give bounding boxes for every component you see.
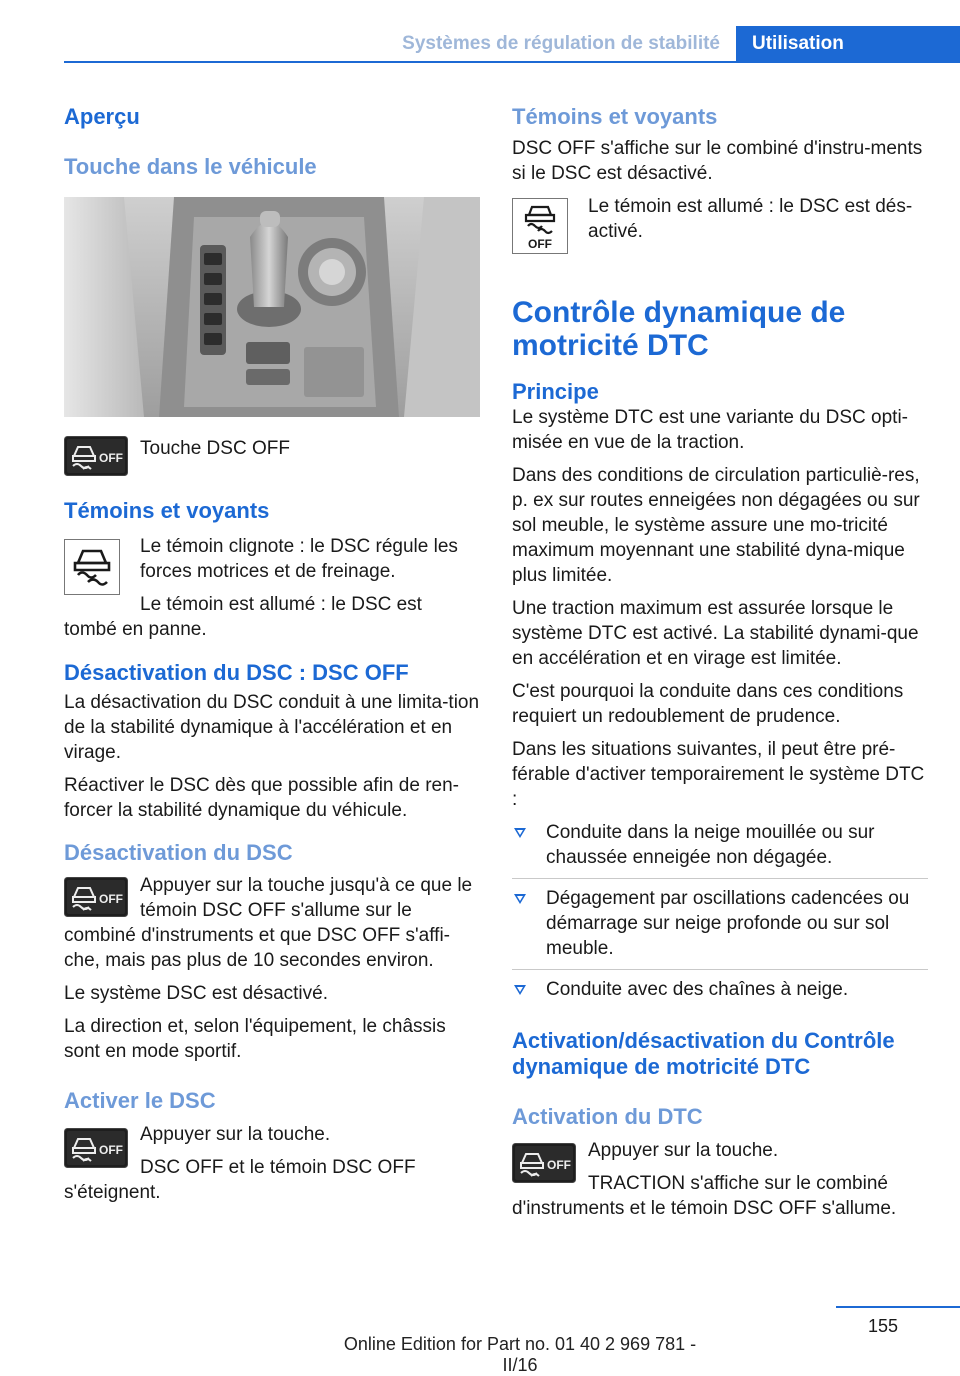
activer-text-a1: Appuyer sur la touche. [140,1124,331,1145]
heading-desactivation-dsc-off: Désactivation du DSC : DSC OFF [64,660,409,685]
list-item: Conduite dans la neige mouillée ou sur chaussée enneigée non dégagée. [512,820,928,879]
dsc-warning-lamp-icon [64,539,120,595]
svg-text:OFF: OFF [547,1158,571,1172]
activer-text-a2: DSC OFF et le témoin DSC OFF [140,1157,416,1178]
touche-dsc-off-label: Touche DSC OFF [140,438,290,459]
activation-dtc-text-b: d'instruments et le témoin DSC OFF s'allume. [512,1198,897,1219]
header-section-title: Systèmes de régulation de stabilité [402,33,720,54]
activation-dtc-text-a2: TRACTION s'affiche sur le combiné [588,1173,888,1194]
principe-p1: Le système DTC est une variante du DSC opti-misée en vue de la traction. [512,407,909,453]
temoins-left-p1: Le témoin clignote : le DSC régule les forces motrices et de freinage. [140,536,458,582]
temoins-left-p2b: tombé en panne. [64,619,207,640]
desact-p2: Réactiver le DSC dès que possible afin de ren-forcer la stabilité dynamique du véhicule. [64,775,459,821]
heading-activation-dtc: Activation du DTC [512,1104,703,1129]
heading-dtc: Contrôle dynamique de motricité DTC [512,296,846,362]
principe-p3: Une traction maximum est assurée lorsque le système DTC est activé. La stabilité dynami-que en accélération et en virage est limitée. [512,598,919,669]
header-tab-utilisation[interactable]: Utilisation [736,26,960,62]
activation-dtc-block [512,1138,928,1221]
header-rule [64,61,960,63]
desact-p1: La désactivation du DSC conduit à une limita-tion de la stabilité dynamique à l'accélération et en virage. [64,692,480,763]
situations-list [512,820,928,1010]
heading-desactivation-dsc: Désactivation du DSC [64,840,293,865]
desact-p4: La direction et, selon l'équipement, le châssis sont en mode sportif. [64,1016,446,1062]
dsc-off-key-icon [64,877,128,922]
temoins-right-p1: DSC OFF s'affiche sur le combiné d'instru-ments si le DSC est désactivé. [512,138,923,184]
activation-dtc-text-a1: Appuyer sur la touche. [588,1140,779,1161]
left-column [64,96,480,1213]
principe-p4: C'est pourquoi la conduite dans ces conditions requiert un redoublement de prudence. [512,681,904,727]
bullet-triangle-icon [514,985,526,995]
touche-dsc-off-block [64,434,480,480]
temoins-left-block [64,534,480,642]
dsc-off-key-icon [512,1143,576,1188]
footer-rule [836,1306,960,1308]
dsc-off-lamp-icon [512,198,568,254]
heading-touche-vehicule: Touche dans le véhicule [64,154,317,179]
svg-text:OFF: OFF [99,451,123,465]
desact-p3: Le système DSC est désactivé. [64,983,328,1004]
svg-text:OFF: OFF [99,1143,123,1157]
dsc-off-key-icon [64,1128,128,1173]
bullet-triangle-icon [514,894,526,904]
heading-activation-desactivation-dtc: Activation/désactivation du Contrôle dynamique de motricité DTC [512,1028,895,1079]
svg-text:OFF: OFF [528,237,552,251]
dsc-off-key-icon [64,436,128,481]
activer-block [64,1122,480,1205]
edition-footer: Online Edition for Part no. 01 40 2 969 781 - II/16 [343,1334,697,1375]
desact-key-text-b: combiné d'instruments et que DSC OFF s'affi-che, mais pas plus de 10 secondes environ. [64,925,450,971]
list-item: Dégagement par oscillations cadencées ou démarrage sur neige profonde ou sur sol meuble. [512,886,928,970]
temoins-left-p2a: Le témoin est allumé : le DSC est [140,594,422,615]
temoins-right-icon-text: Le témoin est allumé : le DSC est dés-activé. [588,196,913,242]
activer-text-b: s'éteignent. [64,1182,161,1203]
desact-key-text-a: Appuyer sur la touche jusqu'à ce que le témoin DSC OFF s'allume sur le [140,875,473,921]
right-column [512,96,928,1229]
heading-activer-dsc: Activer le DSC [64,1088,216,1113]
principe-p5: Dans les situations suivantes, il peut être pré-férable d'activer temporairement le système DTC : [512,739,925,810]
desact-key-block [64,873,480,973]
page-number: 155 [867,1316,898,1336]
heading-principe: Principe [512,379,599,404]
heading-temoins-voyants-right: Témoins et voyants [512,104,718,129]
bullet-triangle-icon [514,828,526,838]
list-item: Conduite avec des chaînes à neige. [512,977,928,1010]
svg-text:OFF: OFF [99,892,123,906]
temoins-right-icon-block [512,194,928,258]
heading-apercu: Aperçu [64,104,140,129]
heading-temoins-voyants-left: Témoins et voyants [64,498,270,523]
principe-p2: Dans des conditions de circulation particuliè-res, p. ex sur routes enneigées non dégagées ou sur sol meuble, le système assure une mo-tricité maximum moyennant une stabilité dyna-mique plus limitée. [512,465,920,586]
center-console-photo [64,197,480,417]
